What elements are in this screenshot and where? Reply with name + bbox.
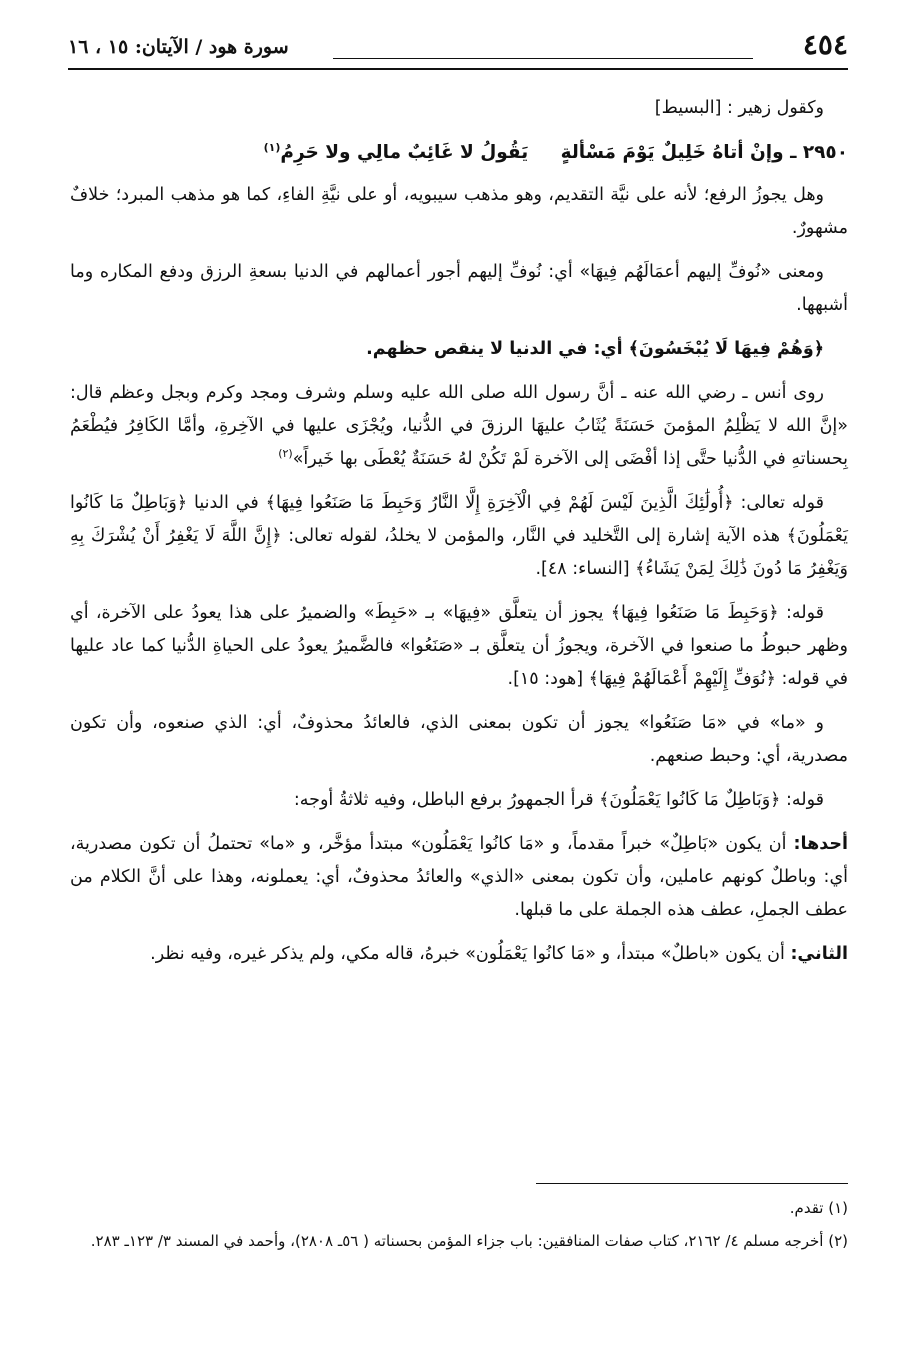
paragraph: قوله: ﴿وَحَبِطَ مَا صَنَعُوا فِيهَا﴾ يجوز أن يتعلَّق «فِيهَا» بـ «حَبِطَ» والضميرُ على هذا يعودُ على الآخرة، أي وظهر حبوطُ ما صنعوا في الآخرة، ويجوزُ أن يتعلَّق بـ «صَنَعُوا» فالضَّميرُ يعودُ على الحياةِ الدُّنيا كما عاد عليها في قوله: ﴿نُوَفِّ إِلَيْهِمْ أَعْمَالَهُمْ فِيهَا﴾ [هود: ١٥]. [70,603,848,689]
paragraph: قوله تعالى: ﴿أُولَٰئِكَ الَّذِينَ لَيْسَ لَهُمْ فِي الْآخِرَةِ إِلَّا النَّارُ وَحَبِطَ مَا صَنَعُوا فِيهَا﴾ في الدنيا ﴿وَبَاطِلٌ مَا كَانُوا يَعْمَلُونَ﴾ هذه الآية إشارة إلى التَّخليد في النَّار، والمؤمن لا يخلدُ، لقوله تعالى: ﴿إِنَّ اللَّهَ لَا يَغْفِرُ أَنْ يُشْرَكَ بِهِ وَيَغْفِرُ مَا دُونَ ذَٰلِكَ لِمَنْ يَشَاءُ﴾ [النساء: ٤٨]. [70,493,848,579]
first-aspect-text: أن يكون «بَاطِلٌ» خبراً مقدماً، و «مَا كانُوا يَعْمَلُون» مبتدأ مؤخَّر، و «ما» تحتملُ أن تكون مصدرية، أي: وباطلٌ كونهم عاملين، وأن تكون بمعنى «الذي» والعائدُ محذوفٌ، أي: يعملونه، وهذا على أنَّ الكلام من عطف الجملِ، عطف هذه الجملة على ما قبلها. [70,834,848,920]
page-number: ٤٥٤ [802,28,848,61]
running-title: سورة هود / الآيتان: ١٥ ، ١٦ [68,36,289,58]
footnote-rule [536,1183,848,1184]
lead-word-second: الثاني: [790,944,848,964]
verse-intro: وكقول زهير : [البسيط] [654,98,824,118]
verse-hemistich-2: يَقُولُ لا غَائِبٌ مالِي ولا حَرِمُ [280,142,529,163]
lead-word-first: أحدها: [793,834,848,854]
header-rule [68,68,848,70]
paragraph: ﴿وَهُمْ فِيهَا لَا يُبْخَسُونَ﴾ أي: في الدنيا لا ينقص حظهم. [366,339,824,359]
footnote-ref-1: (١) [263,140,281,154]
paragraph-first-aspect [70,828,848,927]
hadith-paragraph [70,377,848,476]
paragraph: وهل يجوزُ الرفع؛ لأنه على نيَّة التقديم، وهو مذهب سيبويه، أو على نيَّةِ الفاءِ، كما هو مذهب المبرد؛ خلافٌ مشهورٌ. [70,185,848,238]
paragraph: قوله: ﴿وَبَاطِلٌ مَا كَانُوا يَعْمَلُونَ﴾ قرأ الجمهورُ برفع الباطل، وفيه ثلاثةُ أوجه: [293,790,824,810]
second-aspect-text: أن يكون «باطلٌ» مبتدأ، و «مَا كانُوا يَعْمَلُون» خبرهُ، قاله مكي، ولم يذكر غيره، وفيه نظر. [150,944,785,964]
verse-number: ٢٩٥٠ ـ [790,142,848,163]
poetry-verse [70,136,848,169]
footnote-ref-2: (٢) [278,447,293,461]
paragraph-second-aspect [70,938,848,971]
verse-hemistich-2-wrap [264,136,529,169]
footnote: (٢) أخرجه مسلم ٤/ ٢١٦٢، كتاب صفات المنافقين: باب جزاء المؤمن بحسناته ( ٥٦ـ ٢٨٠٨)، وأحمد في المسند ٣/ ١٢٣ـ ٢٨٣. [90,1232,848,1250]
header-rule-short [333,58,753,59]
paragraph: و «ما» في «مَا صَنَعُوا» يجوز أن تكون بمعنى الذي، فالعائدُ محذوفٌ، أي: الذي صنعوه، وأن تكون مصدرية، أي: وحبط صنعهم. [70,713,848,766]
main-text [70,92,848,982]
page-header [68,28,848,70]
footnotes [75,1195,848,1261]
hadith-text: روى أنس ـ رضي الله عنه ـ أنَّ رسول الله صلى الله عليه وسلم وشرف ومجد وكرم وبجل وعظم قال: «إنَّ الله لا يَظْلِمُ المؤمنَ حَسَنَةً يُثَابُ عليهَا الرزقَ في الدُّنيا، ويُجْزَى عليها في الآخِرةِ، وأمَّا الكَافِرُ فيُطْعَمُ بِحسناتهِ في الدُّنيا حتَّى إذا أفْضَى إلى الآخرة لَمْ تَكُنْ لهُ حَسَنَةٌ يُعْطَى بها خَيراً» [70,383,848,469]
paragraph: ومعنى «نُوفِّ إليهم أعمَالَهُم فِيهَا» أي: نُوفِّ إليهم أجور أعمالهم في الدنيا بسعةِ الرزق ودفع المكاره وما أشبهها. [70,262,848,315]
footnote: (١) تقدم. [789,1199,848,1217]
verse-hemistich-1: وإنْ أتاهُ خَلِيلٌ يَوْمَ مَسْألةٍ [560,142,784,163]
